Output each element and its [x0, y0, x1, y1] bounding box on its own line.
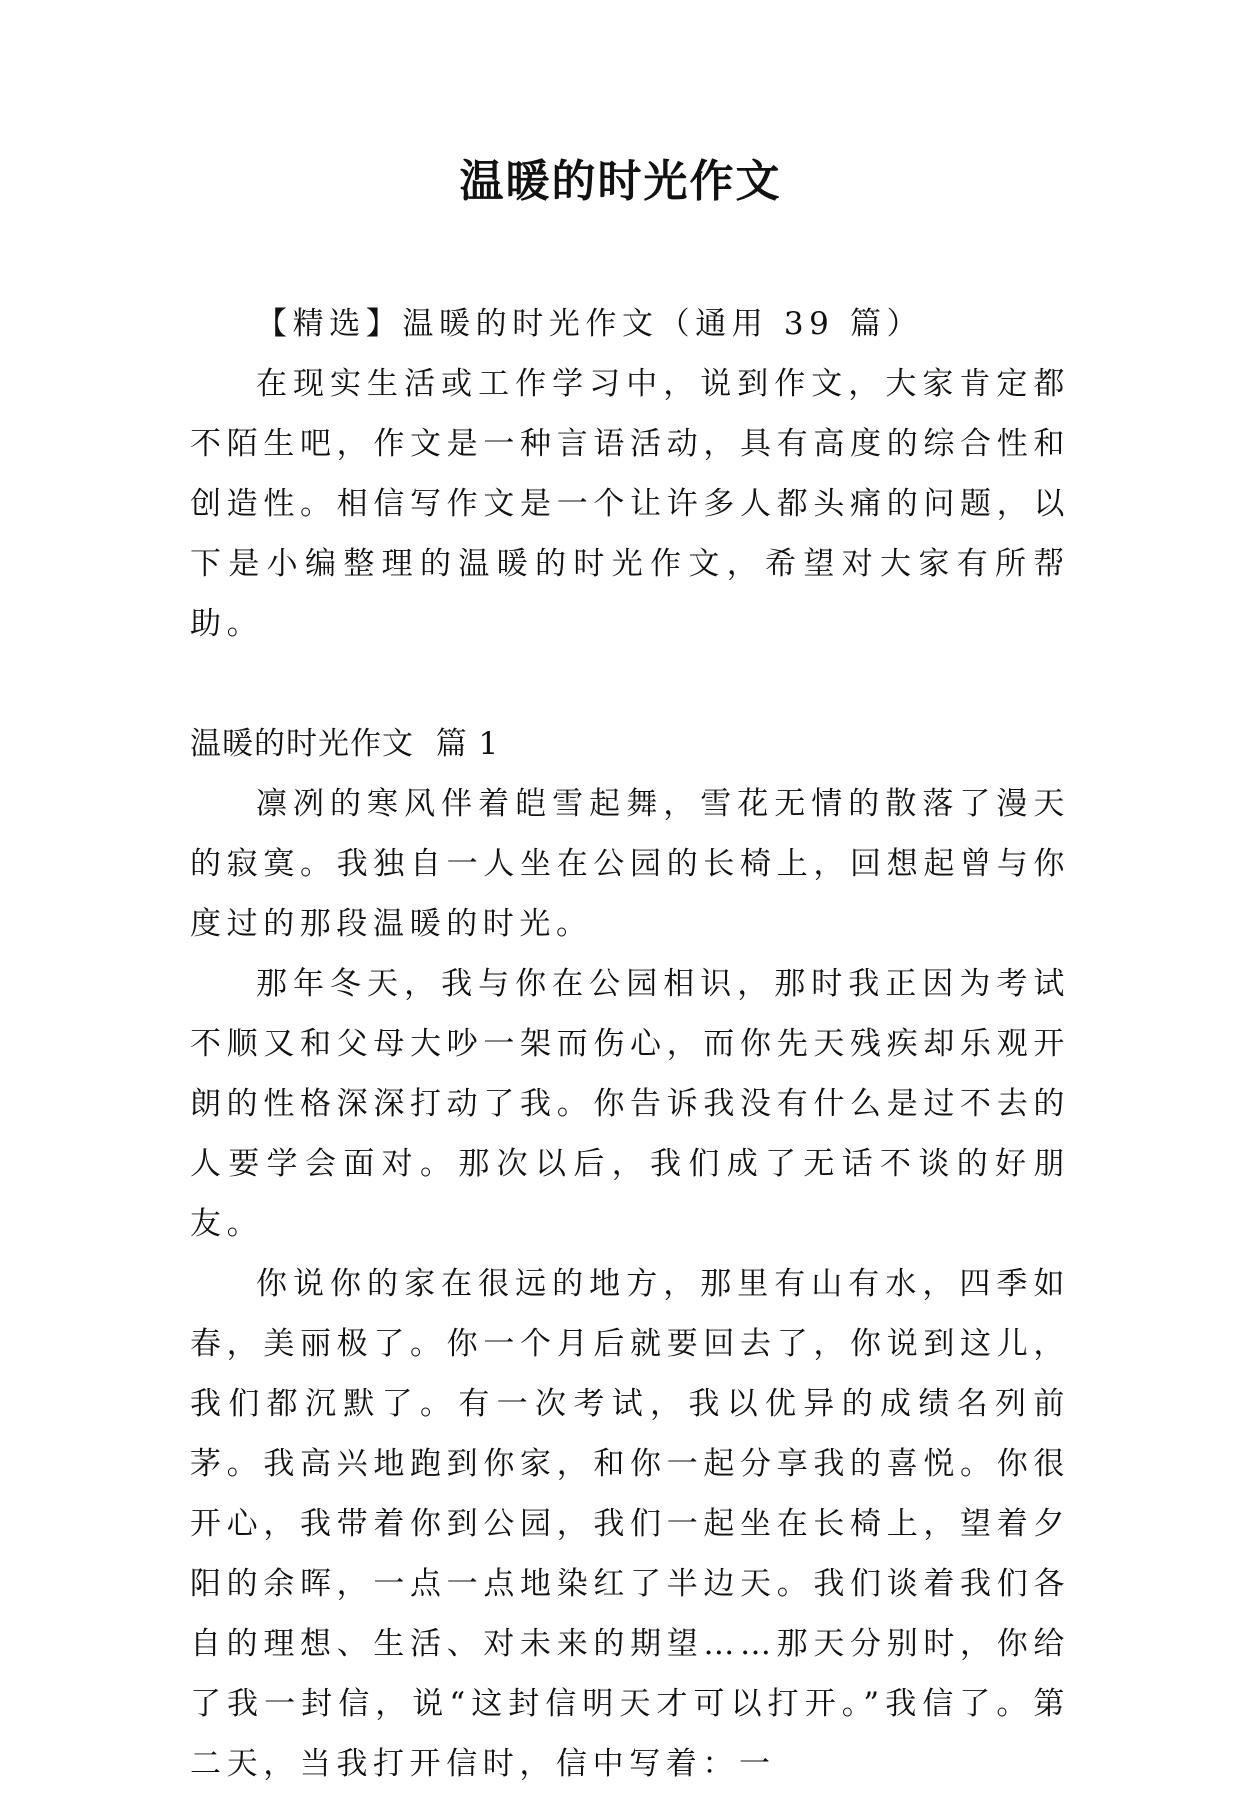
document-title: 温暖的时光作文	[459, 156, 782, 207]
document-body	[190, 294, 1070, 1794]
intro-paragraph: 在现实生活或工作学习中，说到作文，大家肯定都不陌生吧，作文是一种言语活动，具有高度的综合性和创造性。相信写作文是一个让许多人都头痛的问题，以下是小编整理的温暖的时光作文，希望对大家有所帮助。	[190, 366, 1070, 642]
section-heading: 温暖的时光作文 篇 1	[190, 726, 500, 762]
body-paragraph: 那年冬天，我与你在公园相识，那时我正因为考试不顺又和父母大吵一架而伤心，而你先天残疾却乐观开朗的性格深深打动了我。你告诉我没有什么是过不去的人要学会面对。那次以后，我们成了无话不谈的好朋友。	[190, 966, 1070, 1242]
intro-line: 【精选】温暖的时光作文（通用 39 篇）	[256, 306, 924, 342]
body-paragraph: 你说你的家在很远的地方，那里有山有水，四季如春，美丽极了。你一个月后就要回去了，你说到这儿，我们都沉默了。有一次考试，我以优异的成绩名列前茅。我高兴地跑到你家，和你一起分享我的喜悦。你很开心，我带着你到公园，我们一起坐在长椅上，望着夕阳的余晖，一点一点地染红了半边天。我们谈着我们各自的理想、生活、对未来的期望……那天分别时，你给了我一封信，说“这封信明天才可以打开。”我信了。第二天，当我打开信时，信中写着：一	[190, 1266, 1070, 1782]
body-paragraph: 凛冽的寒风伴着皑雪起舞，雪花无情的散落了漫天的寂寞。我独自一人坐在公园的长椅上，回想起曾与你度过的那段温暖的时光。	[190, 786, 1070, 942]
